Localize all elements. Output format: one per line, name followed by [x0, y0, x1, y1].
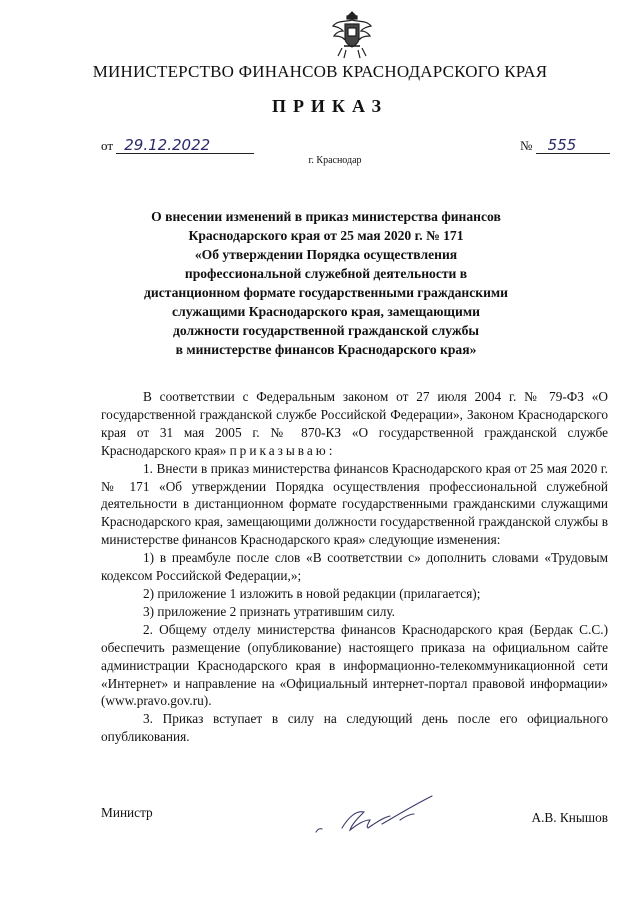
signer-title: Министр [101, 805, 153, 820]
paragraph-1-1: 1) в преамбуле после слов «В соответствии с» дополнить словами «Трудовым кодексом Российской Федерации,»; [101, 550, 608, 584]
subject-line: должности государственной гражданской службы [173, 323, 479, 338]
paragraph-1-3: 3) приложение 2 признать утратившим силу. [143, 603, 396, 619]
city: г. Краснодар [308, 155, 362, 166]
ministry-name: МИНИСТЕРСТВО ФИНАНСОВ КРАСНОДАРСКОГО КРАЯ [92, 62, 548, 81]
document-body [101, 388, 608, 746]
date-field [101, 137, 254, 154]
order-word: приказываю: [229, 442, 336, 458]
subject-line: в министерстве финансов Краснодарского края» [175, 342, 477, 357]
paragraph-1-2: 2) приложение 1 изложить в новой редакции (прилагается); [143, 585, 481, 601]
subject-line: служащими Краснодарского края, замещающими [172, 304, 480, 319]
paragraph-3: 3. Приказ вступает в силу на следующий день после его официального опубликования. [101, 711, 608, 745]
date-prefix: от [101, 138, 114, 153]
subject-line: О внесении изменений в приказ министерства финансов [151, 209, 501, 224]
subject-line: профессиональной служебной деятельности в [184, 266, 468, 281]
coat-of-arms-icon [330, 8, 374, 60]
date-value: 29.12.2022 [116, 137, 254, 154]
subject-line: «Об утверждении Порядка осуществления [194, 247, 458, 262]
document-title: ПРИКАЗ [271, 96, 389, 116]
paragraph-preamble [101, 388, 608, 460]
number-field [520, 137, 610, 154]
number-value: 555 [536, 137, 610, 154]
signer-name: А.В. Кнышов [531, 810, 608, 825]
number-prefix: № [520, 138, 533, 153]
preamble-text: В соответствии с Федеральным законом от 27 июля 2004 г. № 79-ФЗ «О государственной гражданской службе Российской Федерации», Законом Краснодарского края от 31 мая 2005 г. № 870-КЗ «О государственной гражданской службе Краснодарского края» [101, 389, 608, 458]
handwritten-signature [312, 792, 452, 842]
subject-line: Краснодарского края от 25 мая 2020 г. № 171 [188, 228, 464, 243]
paragraph-1: 1. Внести в приказ министерства финансов Краснодарского края от 25 мая 2020 г. № 171 «Об утверждении Порядка осуществления профессиональной служебной деятельности в дистанционном формате государственными гражданскими служащими Краснодарского края, замещающими должности государственной гражданской службы в министерстве финансов Краснодарского края» следующие изменения: [101, 460, 608, 548]
paragraph-2: 2. Общему отделу министерства финансов Краснодарского края (Бердак С.С.) обеспечить размещение (опубликование) настоящего приказа на официальном сайте администрации Краснодарского края в информационно-телекоммуникационной сети «Интернет» и направление на «Официальный интернет-портал правовой информации» (www.pravo.gov.ru). [101, 621, 608, 709]
subject-heading [100, 207, 552, 359]
subject-line: дистанционном формате государственными гражданскими [143, 285, 508, 300]
